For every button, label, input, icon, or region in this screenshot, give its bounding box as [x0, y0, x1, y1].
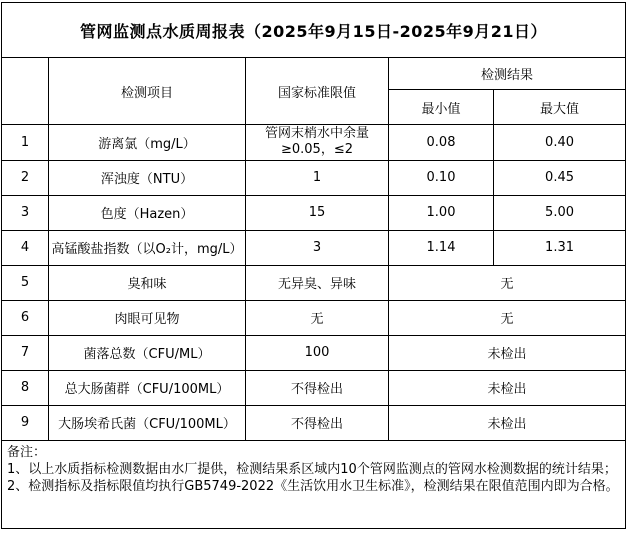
result-cell: 无 — [389, 265, 626, 300]
item-cell: 菌落总数（CFU/ML） — [49, 335, 246, 370]
table-row — [2, 405, 626, 440]
row-number: 1 — [2, 125, 49, 161]
water-quality-report-table — [1, 2, 626, 529]
title-row — [2, 3, 626, 58]
min-cell: 0.08 — [389, 125, 494, 161]
note-line-1: 1、以上水质指标检测数据由水厂提供，检测结果系区域内10个管网监测点的管网水检测数据的统计结果； — [7, 461, 617, 477]
item-cell: 高锰酸盐指数（以O₂计，mg/L） — [49, 230, 246, 265]
limit-cell: 不得检出 — [246, 405, 389, 440]
result-cell: 未检出 — [389, 335, 626, 370]
limit-cell: 无 — [246, 300, 389, 335]
item-cell: 游离氯（mg/L） — [49, 125, 246, 161]
min-cell: 1.00 — [389, 195, 494, 230]
item-cell: 色度（Hazen） — [49, 195, 246, 230]
table-row — [2, 230, 626, 265]
header-item: 检测项目 — [49, 58, 246, 125]
row-number: 3 — [2, 195, 49, 230]
row-number: 7 — [2, 335, 49, 370]
notes-label: 备注： — [7, 444, 47, 460]
header-result-group: 检测结果 — [389, 58, 626, 90]
corner-cell — [2, 58, 49, 125]
result-cell: 未检出 — [389, 405, 626, 440]
row-number: 8 — [2, 370, 49, 405]
limit-cell: 3 — [246, 230, 389, 265]
min-cell: 0.10 — [389, 160, 494, 195]
min-cell: 1.14 — [389, 230, 494, 265]
limit-cell: 无异臭、异味 — [246, 265, 389, 300]
result-cell: 无 — [389, 300, 626, 335]
table-row — [2, 265, 626, 300]
row-number: 9 — [2, 405, 49, 440]
notes-row — [2, 440, 626, 528]
row-number: 6 — [2, 300, 49, 335]
max-cell: 0.45 — [494, 160, 626, 195]
table-row — [2, 160, 626, 195]
header-min: 最小值 — [389, 90, 494, 125]
table-row — [2, 335, 626, 370]
item-cell: 浑浊度（NTU） — [49, 160, 246, 195]
limit-cell: 15 — [246, 195, 389, 230]
max-cell: 0.40 — [494, 125, 626, 161]
max-cell: 1.31 — [494, 230, 626, 265]
item-cell: 大肠埃希氏菌（CFU/100ML） — [49, 405, 246, 440]
result-cell: 未检出 — [389, 370, 626, 405]
note-line-2: 2、检测指标及指标限值均执行GB5749-2022《生活饮用水卫生标准》，检测结果在限值范围内即为合格。 — [7, 478, 619, 494]
row-number: 2 — [2, 160, 49, 195]
limit-cell: 1 — [246, 160, 389, 195]
limit-cell: 管网末梢水中余量≥0.05，≤2 — [246, 125, 389, 161]
item-cell: 臭和味 — [49, 265, 246, 300]
report-title: 管网监测点水质周报表（2025年9月15日-2025年9月21日） — [2, 3, 626, 58]
max-cell: 5.00 — [494, 195, 626, 230]
table-row — [2, 195, 626, 230]
table-row — [2, 125, 626, 161]
table-row — [2, 300, 626, 335]
limit-cell: 100 — [246, 335, 389, 370]
item-cell: 总大肠菌群（CFU/100ML） — [49, 370, 246, 405]
notes-cell — [2, 440, 626, 528]
header-row-top — [2, 58, 626, 90]
header-limit: 国家标准限值 — [246, 58, 389, 125]
row-number: 5 — [2, 265, 49, 300]
item-cell: 肉眼可见物 — [49, 300, 246, 335]
header-max: 最大值 — [494, 90, 626, 125]
row-number: 4 — [2, 230, 49, 265]
limit-cell: 不得检出 — [246, 370, 389, 405]
table-row — [2, 370, 626, 405]
